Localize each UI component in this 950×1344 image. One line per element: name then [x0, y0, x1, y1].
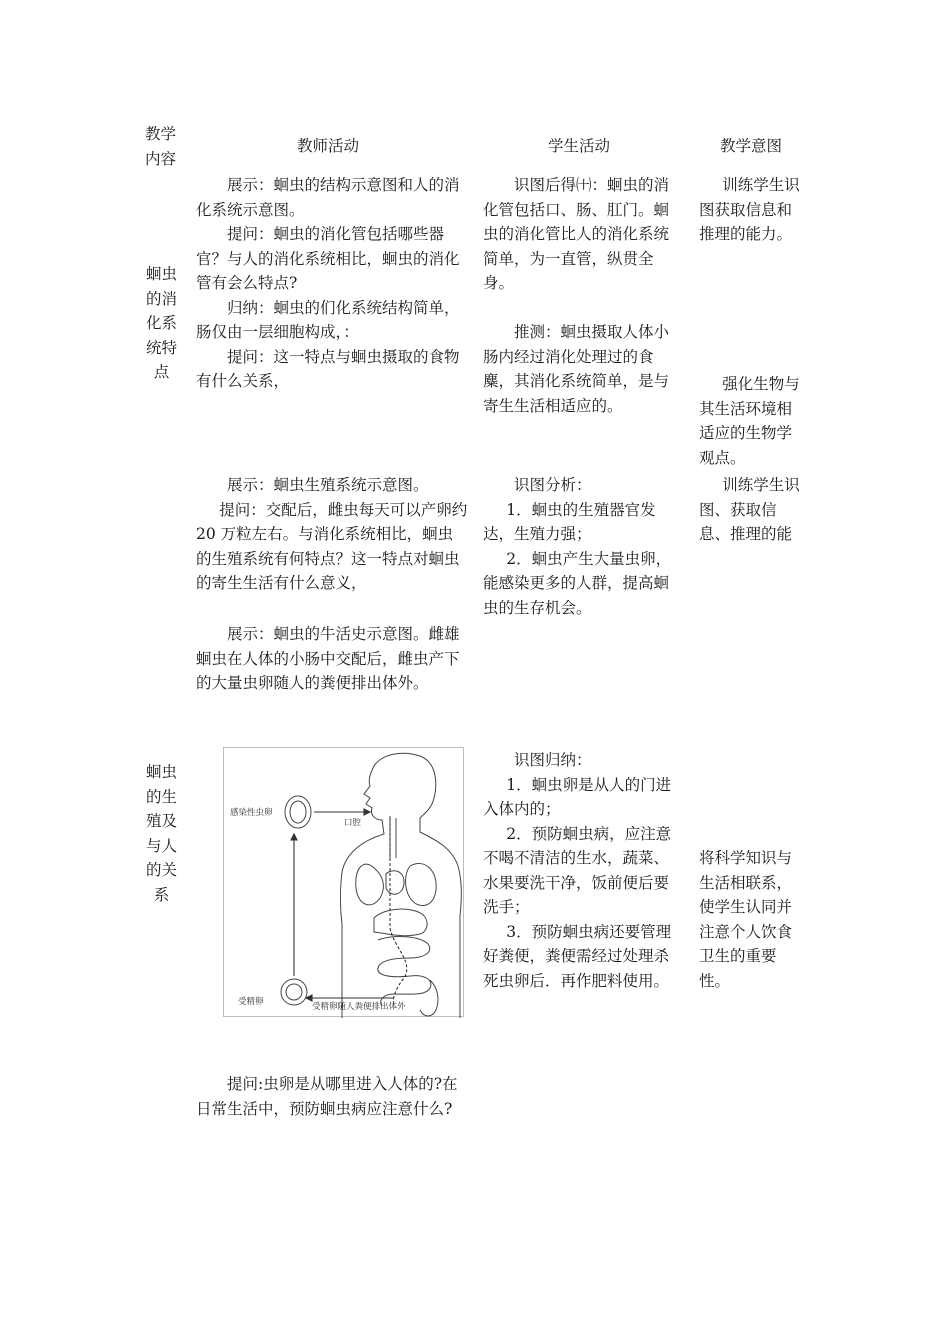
header-student: 学生活动: [548, 137, 611, 155]
label-infective-egg: 感染性虫卵: [230, 808, 273, 818]
teacher-show-reproductive: 展示：蛔虫生殖系统示意图。: [227, 476, 429, 494]
student-analysis-1: 1．蛔虫的生殖器官发达，生殖力强；: [483, 500, 656, 543]
intent-text-4: 将科学知识与生活相联系，使学生认同并注意个人饮食卫生的重要性。: [699, 849, 793, 990]
header-teacher: 教师活动: [297, 137, 360, 155]
lifecycle-diagram: [224, 748, 465, 1018]
label-excreted: 受精卵随人粪便排出体外: [312, 1002, 406, 1012]
student-inference-text: 推测：蛔虫摄取人体小肠内经过消化处理过的食麋，其消化系统简单，是与寄生生活相适应的。: [483, 323, 670, 415]
student-summary-title: 识图归纳：: [514, 751, 592, 769]
section3-title: 蛔虫的生殖及与人的关系: [145, 763, 177, 904]
teacher-show-structure: 展示：蛔虫的结构示意图和人的消化系统示意图。: [196, 176, 460, 219]
intent-text-2: 强化生物与其生活环境相适应的生物学观点。: [699, 375, 800, 467]
student-summary-1: 1．蛔虫卵是从人的门进入体内的；: [483, 775, 672, 818]
student-summary-2: 2．预防蛔虫病，应注意不喝不清洁的生水，蔬菜、水果要洗干净，饭前便后要洗手；: [483, 824, 672, 916]
section2-teacher-lifecycle: [196, 622, 468, 696]
teacher-show-lifecycle: 展示：蛔虫的牛活史示意图。雌雄蛔虫在人体的小肠中交配后，雌虫产下的大量虫卵随人的粪便排出体外。: [196, 625, 460, 692]
teacher-question-reproductive: 提问：交配后，雌虫每天可以产卵约 20 万粒左右。与消化系统相比，蛔虫的生殖系统有何特点？这一特点对蛔虫的寄生生活有什么意义，: [196, 500, 468, 592]
teacher-question-prevention: 提问:虫卵是从哪里进入人体的?在日常生活中，预防蛔虫病应注意什么?: [196, 1075, 458, 1118]
teacher-question-digestive: 提问：蛔虫的消化管包括哪些器官？与人的消化系统相比，蛔虫的消化管有会么特点?: [196, 225, 460, 292]
intent-text-3: 训练学生识图、获取信息、推理的能: [699, 476, 800, 543]
student-analysis-title: 识图分析：: [514, 476, 592, 494]
label-fertilized-egg: 受精卵: [238, 997, 264, 1007]
student-summary-3: 3．预防蛔虫病还要管理好粪便，粪便需经过处理杀死虫卵后．再作肥料使用。: [483, 922, 672, 990]
section1-student-inference: [483, 320, 683, 418]
header-intent: 教学意图: [720, 137, 783, 155]
section2-student-column: [483, 473, 683, 620]
label-mouth: 口腔: [344, 818, 362, 828]
student-analysis-2: 2．蛔虫产生大量虫卵，能感染更多的人群，提高蛔虫的生存机会。: [483, 549, 672, 617]
section2-intent: [699, 473, 803, 547]
section3-teacher-question: [196, 1072, 468, 1121]
lifecycle-figure: [223, 747, 464, 1017]
section1-student-observation: [483, 173, 683, 296]
teacher-question-food: 提问：这一特点与蛔虫摄取的食物有什么关系，: [196, 347, 460, 390]
section3-intent: [699, 846, 803, 993]
header-content: 教学内容: [145, 125, 177, 168]
section1-intent-2: [699, 372, 803, 470]
section3-student-column: [483, 748, 683, 993]
section2-teacher-column: [196, 473, 468, 596]
teacher-summary: 归纳：蛔虫的们化系统结构简单，肠仅由一层细胞构成，：: [196, 298, 460, 341]
section1-title: 蛔虫的消化系统特点: [145, 265, 177, 381]
intent-text-1: 训练学生识图获取信息和推理的能力。: [699, 176, 800, 243]
section1-intent-1: [699, 173, 803, 247]
section1-teacher-column: [196, 173, 468, 394]
student-observation-text: 识图后得㈩：蛔虫的消化管包括口、肠、肛门。蛔虫的消化管比人的消化系统简单，为一直管，纵贯全身。: [483, 176, 670, 292]
